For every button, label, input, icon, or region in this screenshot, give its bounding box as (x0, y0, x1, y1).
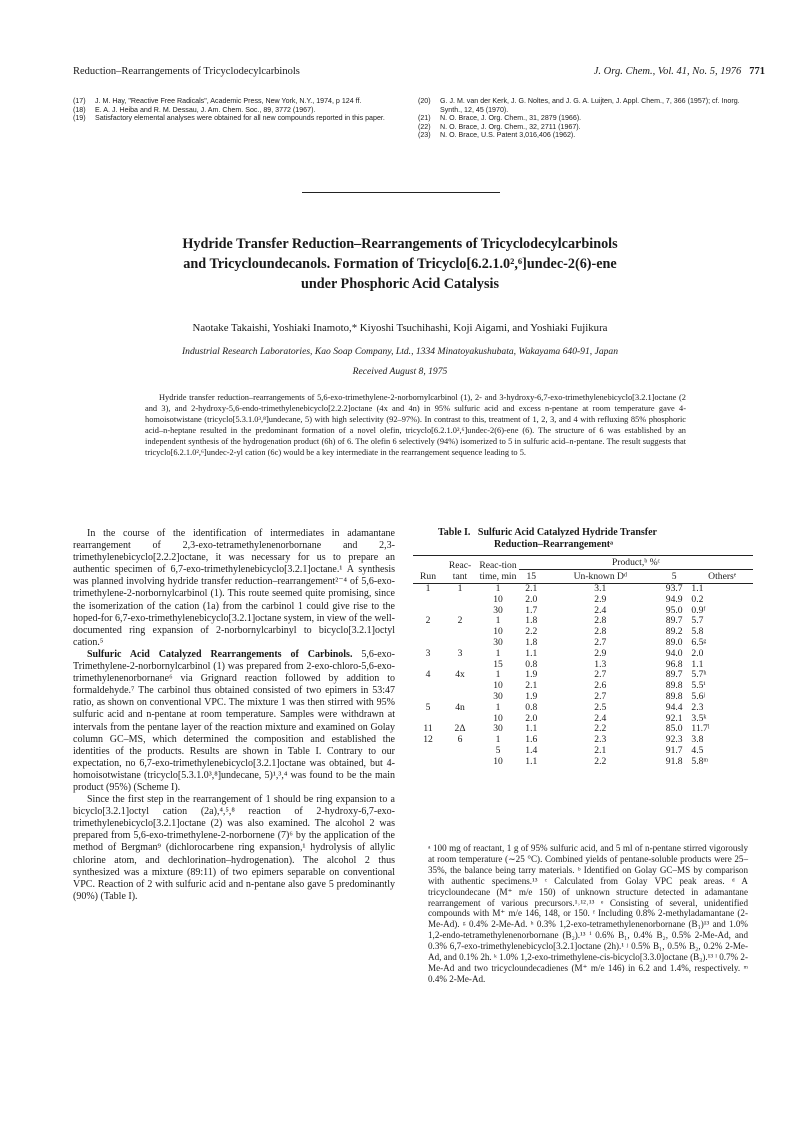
table-cell: 1 (495, 647, 501, 659)
table-cell: 2.5 (594, 701, 607, 713)
table-cell: 2.1 (525, 583, 538, 594)
table-cell: 2.9 (594, 647, 607, 659)
table-cell: 6 (457, 734, 463, 746)
table-cell: 30 (493, 604, 503, 616)
table-cell: 2.2 (594, 723, 607, 735)
table-cell: 2.7 (594, 669, 607, 681)
table-cell: 2 (457, 615, 463, 627)
table-cell: 1 (495, 615, 501, 627)
body-paragraph: In the course of the identification of intermediates in adamantane rearrangement of 2,3-exo-tetramethylenenorbornane and 2,3-trimethylenebicyclo[2.2.2]octane, it was necessary for us to prepare an authentic specimen of 6,7-exo-trimethylenebicyclo[3.2.1]octane.¹ A synthesis was planned involving hydride transfer reduction–rearrangement²⁻⁴ of 5,6-exo-trimethylene-2-norbornylcarbinol (1). This route seemed quite promising, since the isomerization of the cation (1a) from the carbinol 1 could give rise to the hoped-for 6,7-exo-trimethylenebicyclo[3.2.1]octane system, in view of the well-documented ring expansion of 2-norbornylcarbinyl to bicyclo[3.2.1]octyl cation.⁵ (73, 528, 395, 648)
table-cell: 1 (495, 701, 501, 713)
table-cell: 15 (493, 658, 503, 670)
table-cell: 94.0 (665, 647, 683, 659)
table-cell (443, 681, 477, 692)
table-cell: 2.2 (525, 626, 538, 638)
table-cell: 91.8 (665, 755, 683, 767)
references-left (73, 97, 403, 123)
table-cell (413, 757, 443, 768)
body-paragraph: Sulfuric Acid Catalyzed Rearrangements of Carbinols. 5,6-exo-Trimethylene-2-norbornylcarbinol (1) was prepared from 2-exo-chloro-5,6-exo-trimethylenenorbornane⁶ via Grignard reaction followed by addition to formaldehyde.⁷ The carbinol thus obtained consisted of two epimers in 53:47 ratio, as shown on conventional VPC. The mixture 1 was then stirred with 95% sulfuric acid and n-pentane at room temperature. Samples were withdrawn at intervals from the pentane layer of the reaction mixture and examined on Golay column GC–MS, which determined the composition and established the identities of the products. Results are shown in Table I. Contrary to our expectation, no 6,7-exo-trimethylenebicyclo[3.2.1]octane was obtained, but 4-homoisotwistane (tricyclo[5.3.1.0³,⁸]undecane, 5)¹,³,⁴ was found to be the main product (95%) (Scheme I). (73, 648, 395, 793)
table-cell (443, 595, 477, 606)
running-header-title: Reduction–Rearrangements of Tricyclodecylcarbinols (73, 66, 300, 77)
table-cell: 89.0 (665, 636, 683, 648)
table-cell: 5.6ʲ (691, 690, 705, 702)
table-cell (413, 746, 443, 757)
reference-item: (22) N. O. Brace, J. Org. Chem., 32, 2711 (1967). (418, 122, 581, 131)
table-cell: 2.9 (594, 593, 607, 605)
table-row (413, 595, 753, 606)
abstract: Hydride transfer reduction–rearrangements of 5,6-exo-trimethylene-2-norbornylcarbinol (1), 2- and 3-hydroxy-6,7-exo-trimethylenebicyclo[3.2.1]octane (2 and 3), and 2-hydroxy-5,6-endo-trimethylenebicyclo[2.2.2]octane (4x and 4n) in 95% sulfuric acid and excess n-pentane at room temperature gave 4-homoisotwistane (tricyclo[5.3.1.0³,⁸]undecane, 5) with high selectivity (92–97%). In contrast to this, treatment of 1, 2, 3, and 4 with refluxing 85% phosphoric acid–n-heptane resulted in the predominant formation of a novel olefin, tricyclo[6.2.1.0²,⁶]undec-2(6)-ene (6). The structure of 6 was established by an independent synthesis of the hydrogenation product (6h) of 6. The olefin 6 selectively (94%) isomerized to 5 in sulfuric acid–n-pentane. The result suggests that tricyclo[6.2.1.0²,⁶]undec-2-yl cation (6c) would be a key intermediate in the rearrangement sequence leading to 5. (145, 393, 686, 457)
table-cell: 1.3 (594, 658, 607, 670)
table-cell (443, 746, 477, 757)
table-cell: 4 (425, 669, 431, 681)
table-cell: 1.1 (691, 658, 704, 670)
table-caption: Table I. Sulfuric Acid Catalyzed Hydride Transfer Reduction–Rearrangementᵃ (438, 527, 657, 550)
table-cell: 0.9ᶠ (691, 604, 706, 616)
table-cell: 10 (493, 593, 503, 605)
table-cell: 1.1 (525, 755, 538, 767)
table-cell: 1.7 (525, 604, 538, 616)
table-cell: 3 (457, 647, 463, 659)
table-row (413, 757, 753, 768)
reference-item: (20) G. J. M. van der Kerk, J. G. Noltes, and J. G. A. Luijten, J. Appl. Chem., 7, 366 (1957); cf. Inorg. Synth., 12, 45 (1970). (418, 97, 740, 114)
table-cell: 94.9 (665, 593, 683, 605)
table-cell: 1.1 (525, 723, 538, 735)
table-cell: 3.5ᵏ (691, 712, 707, 724)
table-cell (443, 627, 477, 638)
reference-item: (21) N. O. Brace, J. Org. Chem., 31, 2879 (1966). (418, 114, 582, 123)
table-cell: 5.5ⁱ (691, 680, 706, 692)
table-cell: 3 (425, 647, 431, 659)
table-cell: 1 (495, 669, 501, 681)
author-list: Naotake Takaishi, Yoshiaki Inamoto,* Kiyoshi Tsuchihashi, Koji Aigami, and Yoshiaki Fujikura (192, 322, 608, 334)
table-cell: 2.0 (691, 647, 704, 659)
table-cell: 2.1 (594, 744, 607, 756)
table-cell: 2.1 (525, 680, 538, 692)
table-cell: 2.8 (594, 615, 607, 627)
table-cell: 4.5 (691, 744, 704, 756)
table-cell: 2.4 (594, 712, 607, 724)
table-cell: 95.0 (665, 604, 683, 616)
table-cell: 85.0 (665, 723, 683, 735)
table-cell: 30 (493, 636, 503, 648)
table-cell: 5.7 (691, 615, 704, 627)
table-cell: 3.8 (691, 734, 704, 746)
references-right (418, 97, 758, 140)
table-cell (413, 681, 443, 692)
col-time: Reac-tion time, min (477, 556, 519, 584)
results-table (413, 555, 753, 768)
table-cell: 0.2 (691, 593, 704, 605)
table-cell (443, 757, 477, 768)
table-cell: 2Δ (454, 723, 466, 735)
table-cell: 2.3 (691, 701, 704, 713)
table-cell: 89.7 (665, 669, 683, 681)
section-heading: Sulfuric Acid Catalyzed Rearrangements of Carbinols. (87, 648, 353, 660)
table-1 (413, 527, 753, 768)
table-cell: 12 (423, 734, 433, 746)
table-cell: 89.8 (665, 680, 683, 692)
table-cell: 5.8 (691, 626, 704, 638)
table-cell: 2.3 (594, 734, 607, 746)
reference-item: (18) E. A. J. Heiba and R. M. Dessau, J. Am. Chem. Soc., 89, 3772 (1967). (73, 105, 316, 114)
table-cell: 1.6 (525, 734, 538, 746)
running-header-journal (594, 66, 765, 77)
table-cell: 93.7 (665, 583, 683, 594)
table-cell: 2.6 (594, 680, 607, 692)
table-cell (413, 595, 443, 606)
reference-item: (19) Satisfactory elemental analyses were obtained for all new compounds reported in this paper. (73, 114, 385, 123)
table-cell: 2.0 (525, 593, 538, 605)
reference-item: (17) J. M. Hay, "Reactive Free Radicals", Academic Press, New York, N.Y., 1974, p 124 ff. (73, 97, 362, 105)
received-date: Received August 8, 1975 (352, 366, 448, 377)
table-cell: 89.2 (665, 626, 683, 638)
table-cell: 1.9 (525, 669, 538, 681)
table-row (413, 649, 753, 660)
col-reactant: Reac-tant (443, 556, 477, 584)
col-product-group: Product,ᵇ %ᶜ (519, 556, 753, 570)
table-cell: 11.7ˡ (691, 723, 710, 735)
journal-citation: J. Org. Chem., Vol. 41, No. 5, 1976 (593, 66, 742, 77)
table-cell: 0.8 (525, 701, 538, 713)
table-cell: 2.7 (594, 690, 607, 702)
table-cell: 2 (425, 615, 431, 627)
table-cell: 4n (455, 701, 465, 713)
table-cell: 10 (493, 712, 503, 724)
table-cell: 6.5ᵍ (691, 636, 707, 648)
table-row (413, 703, 753, 714)
col-others: Othersᵉ (691, 570, 753, 584)
table-cell: 1 (425, 583, 431, 594)
table-cell: 92.1 (665, 712, 683, 724)
table-cell: 2.7 (594, 636, 607, 648)
table-cell: 30 (493, 723, 503, 735)
table-cell: 2.0 (525, 712, 538, 724)
table-footnotes: ᵃ 100 mg of reactant, 1 g of 95% sulfuric acid, and 5 ml of n-pentane stirred vigorously at room temperature (∼25 °C). Combined yields of pentane-soluble products were 25–35%, the balance being tarry materials. ᵇ Identified on Golay GC–MS by comparison with authentic specimens.¹³ ᶜ Calculated from Golay VPC peak areas. ᵈ A tricycloundecane (M⁺ m/e 150) of unknown structure detected in adamantane rearrangement of various precursors.¹˒¹²˒¹³ ᵉ Consisting of several, unidentified compounds with M⁺ m/e 146, 148, or 150. ᶠ Including 0.8% 2-methyladamantane (2-Me-Ad). ᵍ 0.4% 2-Me-Ad. ʰ 0.3% 1,2-exo-tetramethylenenorbornane (B₁)¹³ and 1.0% 1,2-endo-tetramethylenenorbornane (B₂).¹³ ⁱ 0.6% B₁, 0.4% B₂, 0.5% 2-Me-Ad, and 0.3% 6,7-exo-trimethylenebicyclo[3.2.1]octane (2h).¹ ʲ 0.5% B₁, 0.5% B₂, 0.2% 2-Me-Ad, and 0.1% 2h. ᵏ 1.0% 1,2-exo-trimethylene-cis-bicyclo[3.3.0]octane (B₃).¹³ ˡ 0.7% 2-Me-Ad and two tricycloundecadienes (M⁺ m/e 146) in 6.2 and 1.4%, respectively. ᵐ 0.4% 2-Me-Ad. (428, 843, 748, 984)
table-cell: 2.4 (594, 604, 607, 616)
table-cell: 30 (493, 690, 503, 702)
table-cell: 89.8 (665, 690, 683, 702)
table-cell: 1 (495, 734, 501, 746)
col-5: 5 (657, 570, 691, 584)
affiliation: Industrial Research Laboratories, Kao Soap Company, Ltd., 1334 Minatoyakushubata, Wakayama 640-91, Japan (181, 346, 619, 357)
table-cell: 5 (495, 744, 501, 756)
table-cell: 1.1 (525, 647, 538, 659)
table-cell: 94.4 (665, 701, 683, 713)
table-cell: 89.7 (665, 615, 683, 627)
table-cell: 1.8 (525, 636, 538, 648)
col-run: Run (413, 556, 443, 584)
section-divider (302, 192, 500, 193)
table-cell: 2.8 (594, 626, 607, 638)
table-cell: 96.8 (665, 658, 683, 670)
table-cell: 1.1 (691, 583, 704, 594)
table-cell: 1 (495, 583, 501, 594)
table-cell: 91.7 (665, 744, 683, 756)
table-cell: 5.7ʰ (691, 669, 707, 681)
body-column-left (73, 528, 395, 903)
table-cell: 10 (493, 626, 503, 638)
table-body (413, 584, 753, 768)
table-cell: 1.4 (525, 744, 538, 756)
table-cell: 10 (493, 755, 503, 767)
col-15: 15 (519, 570, 544, 584)
table-cell: 3.1 (594, 583, 607, 594)
table-cell: 11 (423, 723, 433, 735)
table-cell: 0.8 (525, 658, 538, 670)
table-cell: 4x (455, 669, 465, 681)
table-cell: 10 (493, 680, 503, 692)
table-cell: 5 (425, 701, 431, 713)
article-title: Hydride Transfer Reduction–Rearrangements of Tricyclodecylcarbinols and Tricycloundecanols. Formation of Tricyclo[6.2.1.0²,⁶]undec-2(6)-ene under Phosphoric Acid Catalysis (182, 236, 618, 292)
table-cell: 1.8 (525, 615, 538, 627)
page-number: 771 (749, 66, 765, 77)
table-cell: 2.2 (594, 755, 607, 767)
reference-item: (23) N. O. Brace, U.S. Patent 3,016,406 (1962). (418, 131, 576, 140)
table-cell: 5.8ᵐ (691, 755, 709, 767)
col-unknown-d: Un-known Dᵈ (544, 570, 657, 584)
table-cell: 1.9 (525, 690, 538, 702)
body-paragraph: Since the first step in the rearrangement of 1 should be ring expansion to a bicyclo[3.2.1]octyl cation (2a),⁴,⁵,⁸ reaction of 2-hydroxy-6,7-exo-trimethylenebicyclo[3.2.1]octane (2) was also examined. The alcohol 2 was prepared from 5,6-exo-trimethylene-2-norbornene (7)⁶ by the application of the method of Bergman⁹ (dichlorocarbene ring expansion,¹ hydrolysis of allylic chlorine atom, and dechlorination–hydrogenation). The alcohol 2 thus synthesized was a mixture (89:11) of two epimers separable on conventional VPC. Reaction of 2 with sulfuric acid and n-pentane also gave 5 predominantly (90%) (Table I). (73, 794, 395, 902)
table-cell: 1 (457, 583, 463, 594)
table-cell: 92.3 (665, 734, 683, 746)
table-cell (413, 627, 443, 638)
